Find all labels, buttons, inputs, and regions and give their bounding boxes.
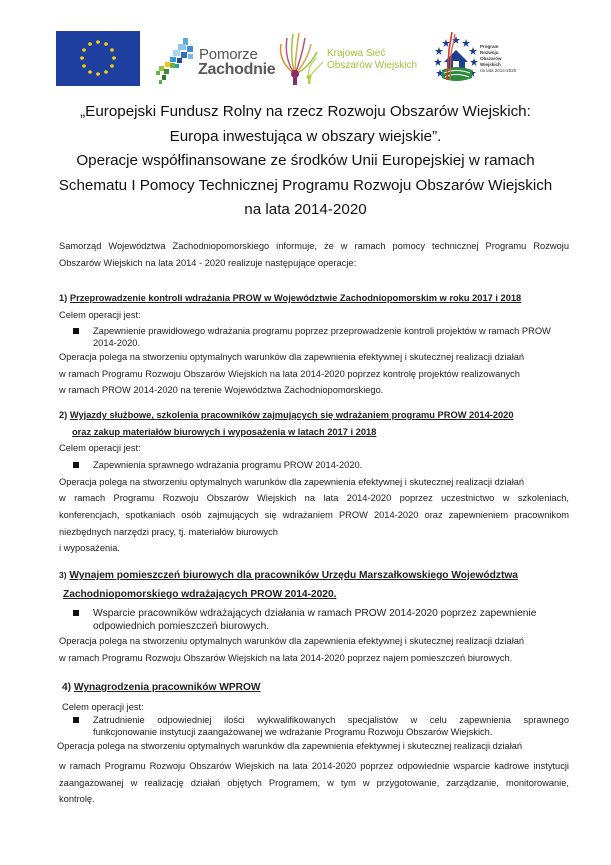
title-line: na lata 2014-2020 <box>244 201 367 218</box>
ksow-line2: Obszarów Wiejskich <box>327 60 418 71</box>
eu-stars-icon <box>56 31 140 86</box>
bullet-line: Zapewnienie prawidłowego wdrażania programu poprzez przeprowadzenie kontroli projektów w ramach PROW <box>93 326 551 337</box>
section-title-cont: Zachodniopomorskiego wdrażających PROW 2014-2020. <box>63 588 337 600</box>
pomorze-zachodnie-logo <box>153 36 276 86</box>
section-heading <box>59 290 569 307</box>
bullet-line: Zatrudnienie odpowiedniej ilości wykwalifikowanych specjalistów w celu zapewnienia sprawnego <box>93 714 569 725</box>
section-title: Wynajem pomieszczeń biurowych dla pracowników Urzędu Marszałkowskiego Województwa <box>69 570 518 581</box>
description-line: kontrolę. <box>59 794 95 805</box>
section-title: Wynagrodzenia pracowników WPROW <box>73 682 261 693</box>
section-heading <box>59 567 569 585</box>
description-line: Operacja polega na stworzeniu optymalnych warunków dla zapewnienia efektywnej i skutecznej realizacji działań <box>57 740 523 751</box>
section-3 <box>59 567 569 666</box>
ksow-text <box>327 48 417 72</box>
intro-line: Obszarów Wiejskich na lata 2014 - 2020 realizuje następujące operacje: <box>59 257 357 268</box>
section-title: Wyjazdy służbowe, szkolenia pracowników zajmujących się wdrażaniem programu PROW 2014-2020 <box>69 410 514 420</box>
zachodnie-text: Zachodnie <box>198 61 276 78</box>
prow-line4: Wiejskich <box>480 62 501 67</box>
prow-emblem-icon <box>432 30 480 86</box>
title-line: „Europejski Fundusz Rolny na rzecz Rozwoju Obszarów Wiejskich: <box>80 103 531 120</box>
bullet-item <box>59 714 569 738</box>
section-heading <box>59 680 569 697</box>
intro-paragraph <box>59 238 569 271</box>
square-bullet-icon <box>73 328 79 334</box>
bullet-line: funkcjonowanie instytucji zaangażowanej we wdrażanie Programu Rozwoju Obszarów Wiejskich. <box>93 726 493 737</box>
description-line: w ramach Programu Rozwoju Obszarów Wiejskich na lata 2014-2020 poprzez uczestnictwo w szkoleniach, <box>59 493 569 504</box>
section-heading-cont <box>59 587 569 604</box>
section-number: 3) <box>59 570 67 580</box>
section-title: Przeprowadzenie kontroli wdrażania PROW w Województwie Zachodniopomorskim w roku 2017 i 2018 <box>69 293 522 303</box>
document-title <box>0 100 611 223</box>
bullet-line: 2014-2020. <box>93 338 141 349</box>
bullet-item <box>59 325 569 349</box>
bullet-item <box>59 459 569 471</box>
section-number: 4) <box>62 682 72 693</box>
ksow-line1: Krajowa Sieć <box>327 48 386 59</box>
square-bullet-icon <box>73 462 79 468</box>
title-line: Europa inwestująca w obszary wiejskie”. <box>169 127 442 145</box>
description-line: zaangażowanej w realizację działań objętych Programem, w tym w przygotowanie, zarządzanie, monitorowanie, <box>59 777 569 788</box>
pomorze-text: Pomorze <box>199 46 258 63</box>
bullet-line: Zapewnienia sprawnego wdrażania programu PROW 2014-2020. <box>93 459 363 470</box>
title-line: Schematu I Pomocy Technicznej Programu Rozwoju Obszarów Wiejskich <box>58 176 553 194</box>
prow-logo <box>432 30 532 86</box>
ksow-flower-icon <box>273 30 329 86</box>
description-line: w ramach Programu Rozwoju Obszarów Wiejskich na lata 2014-2020 poprzez kontrolę projektów realizowanych <box>59 368 520 379</box>
prow-years: na lata 2014-2020 <box>480 68 517 73</box>
section-2 <box>59 407 569 557</box>
intro-line: Samorząd Województwa Zachodniopomorskiego informuje, że w ramach pomocy technicznej Programu Rozwoju <box>59 241 569 251</box>
section-number: 1) <box>59 293 68 303</box>
description-line: niezbędnych narzędzi pracy, tj. materiałów biurowych <box>59 526 278 537</box>
square-bullet-icon <box>73 610 79 616</box>
eu-flag-logo <box>56 31 140 86</box>
pomorze-mosaic-icon <box>153 36 197 86</box>
section-number: 2) <box>59 410 68 420</box>
description-line: Operacja polega na stworzeniu optymalnych warunków dla zapewnienia efektywnej i skutecznej realizacji działań <box>59 636 525 647</box>
description-line: w ramach PROW 2014-2020 na terenie Województwa Zachodniopomorskiego. <box>59 385 384 396</box>
section-title-cont: oraz zakup materiałów biurowych i wyposażenia w latach 2017 i 2018 <box>72 426 377 437</box>
prow-line2: Rozwoju <box>480 50 499 55</box>
bullet-line: odpowiednich pomieszczeń biurowych. <box>93 621 270 633</box>
logo-bar <box>0 30 611 86</box>
prow-line1: Program <box>480 44 499 49</box>
prow-text <box>480 44 516 74</box>
title-line: Operacje współfinansowane ze środków Unii Europejskiej w ramach <box>76 152 535 169</box>
description-line: konferencjach, spotkaniach osób zajmujących się wdrażaniem PROW 2014-2020 oraz zapewnieniem pracownikom <box>59 509 569 520</box>
section-1 <box>59 290 569 399</box>
description-line: Operacja polega na stworzeniu optymalnych warunków dla zapewnienia efektywnej i skutecznej realizacji działań <box>59 352 525 363</box>
description-line: w ramach Programu Rozwoju Obszarów Wiejskich na lata 2014-2020 poprzez odpowiednie wsparcie kadrowe instytucji <box>59 761 569 772</box>
section-heading <box>59 407 569 424</box>
description-line: Operacja polega na stworzeniu optymalnych warunków dla zapewnienia efektywnej i skutecznej realizacji działań <box>59 476 525 487</box>
goal-label: Celem operacji jest: <box>62 701 144 712</box>
goal-label: Celem operacji jest: <box>59 443 141 454</box>
description-line: i wyposażenia. <box>59 543 120 554</box>
ksow-logo <box>273 30 433 86</box>
square-bullet-icon <box>73 717 79 723</box>
goal-label: Celem operacji jest: <box>59 309 141 320</box>
section-4 <box>59 680 569 808</box>
description-line: w ramach Programu Rozwoju Obszarów Wiejskich na lata 2014-2020 poprzez najem pomieszczeń biurowych. <box>59 652 513 663</box>
bullet-line: Wsparcie pracowników wdrażających działania w ramach PROW 2014-2020 poprzez zapewnienie <box>93 608 537 620</box>
bullet-item <box>59 607 569 633</box>
prow-line3: Obszarów <box>480 56 502 61</box>
section-heading-cont <box>59 424 569 441</box>
